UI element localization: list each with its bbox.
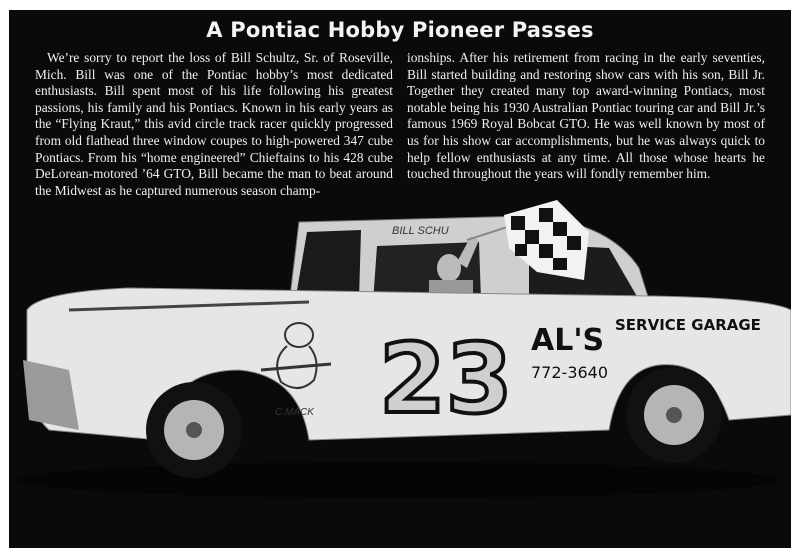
artist-signature: C.MACK xyxy=(275,407,314,418)
ground-shadow xyxy=(19,462,779,498)
race-car-photo xyxy=(9,10,791,548)
roof-lettering: BILL SCHU xyxy=(392,225,449,237)
rear-wheel xyxy=(626,367,722,463)
article-panel xyxy=(9,10,791,548)
sponsor-name: AL'S xyxy=(531,323,605,358)
sponsor-phone: 772-3640 xyxy=(531,363,609,382)
front-wheel xyxy=(146,382,242,478)
sponsor-tagline: SERVICE GARAGE xyxy=(615,316,761,334)
article-column-right: ionships. After his retirement from racing in the early seventies, Bill started building and restoring show cars with his son, Bill Jr. Together they created many top award-winning Pontiacs, most notable being his 1930 Australian Pontiac touring car and Bill Jr.’s famous 1969 Royal Bobcat GTO. He was well known by most of us for his show car accomplishments, but he was always quick to help fellow enthusiasts at any time. All those whose hearts he touched throughout the years will fondly remember him. xyxy=(407,50,765,182)
article-column-left: We’re sorry to report the loss of Bill Schultz, Sr. of Roseville, Mich. Bill was one of the Pontiac hobby’s most dedicated enthusiasts. Bill spent most of his life following his greatest passions, his family and his Pontiacs. Known in his early years as the “Flying Kraut,” this avid circle track racer quickly progressed from old flathead three window coupes to high-powered 347 cube Pontiacs. From his “home engineered” Chieftains to his 428 cube DeLorean-motored ’64 GTO, Bill became the man to beat around the Midwest as he captured numerous season champ- xyxy=(35,50,393,198)
car-number: 23 xyxy=(379,323,513,435)
driver-head xyxy=(437,254,461,282)
article-title: A Pontiac Hobby Pioneer Passes xyxy=(206,18,594,42)
